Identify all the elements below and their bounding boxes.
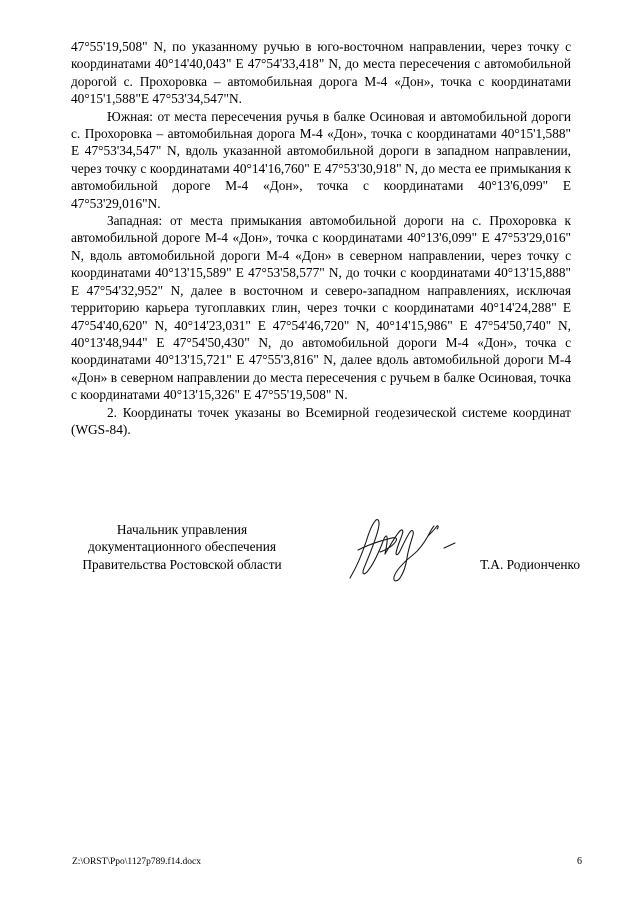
- page-number: 6: [577, 856, 582, 867]
- signatory-position-line: Начальник управления: [116, 522, 248, 537]
- paragraph-coordinate-system: 2. Координаты точек указаны во Всемирной геодезической системе координат (WGS-84).: [71, 404, 571, 437]
- signatory-position-line: документационного обеспечения: [88, 539, 276, 555]
- paragraph-southern-boundary: Южная: от места пересечения ручья в балке Осиновая и автомобильной дороги с. Прохоровка – автомобильная дорога М-4 «Дон», точка с координатами 40°15'1,588" E 47°53'34,547" N, вдоль указанной автомобильной дороги в западном направлении, через точку с координатами 40°14'16,760" E 47°53'30,918" N, до места ее примыкания к автомобильной дороге М-4 «Дон», точка с координатами 40°13'6,099" E 47°53'29,016"N.: [71, 108, 571, 211]
- footer-file-path: Z:\ORST\Ppo\1127p789.f14.docx: [72, 857, 201, 867]
- signatory-position-line: Правительства Ростовской области: [82, 556, 282, 572]
- paragraph-continuation: 47°55'19,508" N, по указанному ручью в юго-восточном направлении, через точку с координатами 40°14'40,043" E 47°54'33,418" N, до места пересечения с автомобильной дорогой с. Прохоровка – автомобильная дорога М-4 «Дон», точка с координатами 40°15'1,588"E 47°53'34,547"N.: [71, 39, 571, 107]
- signatory-name: Т.А. Родионченко: [480, 557, 580, 572]
- handwritten-signature: [336, 510, 466, 586]
- paragraph-western-boundary: Западная: от места примыкания автомобильной дороги на с. Прохоровка к автомобильной дороге М-4 «Дон», точка с координатами 40°13'6,099" E 47°53'29,016" N, вдоль автомобильной дороги М-4 «Дон» в северном направлении, через точку с координатами 40°13'15,589" E 47°53'58,577" N, до точки с координатами 40°13'15,888" E 47°54'32,952" N, далее в восточном и северо-западном направлениях, исключая территорию карьера тугоплавких глин, через точки с координатами 40°14'24,288" E 47°54'40,620" N, 40°14'23,031" E 47°54'46,720" N, 40°14'15,986" E 47°54'50,740" N, 40°13'48,944" E 47°54'50,430" N, до автомобильной дороги М-4 «Дон», точка с координатами 40°13'15,721" E 47°55'3,816" N, далее вдоль автомобильной дороги М-4 «Дон» в северном направлении до места пересечения с ручьем в балке Осиновая, точка с координатами 40°13'15,326" E 47°55'19,508" N.: [71, 213, 571, 403]
- signatory-position: [72, 521, 292, 573]
